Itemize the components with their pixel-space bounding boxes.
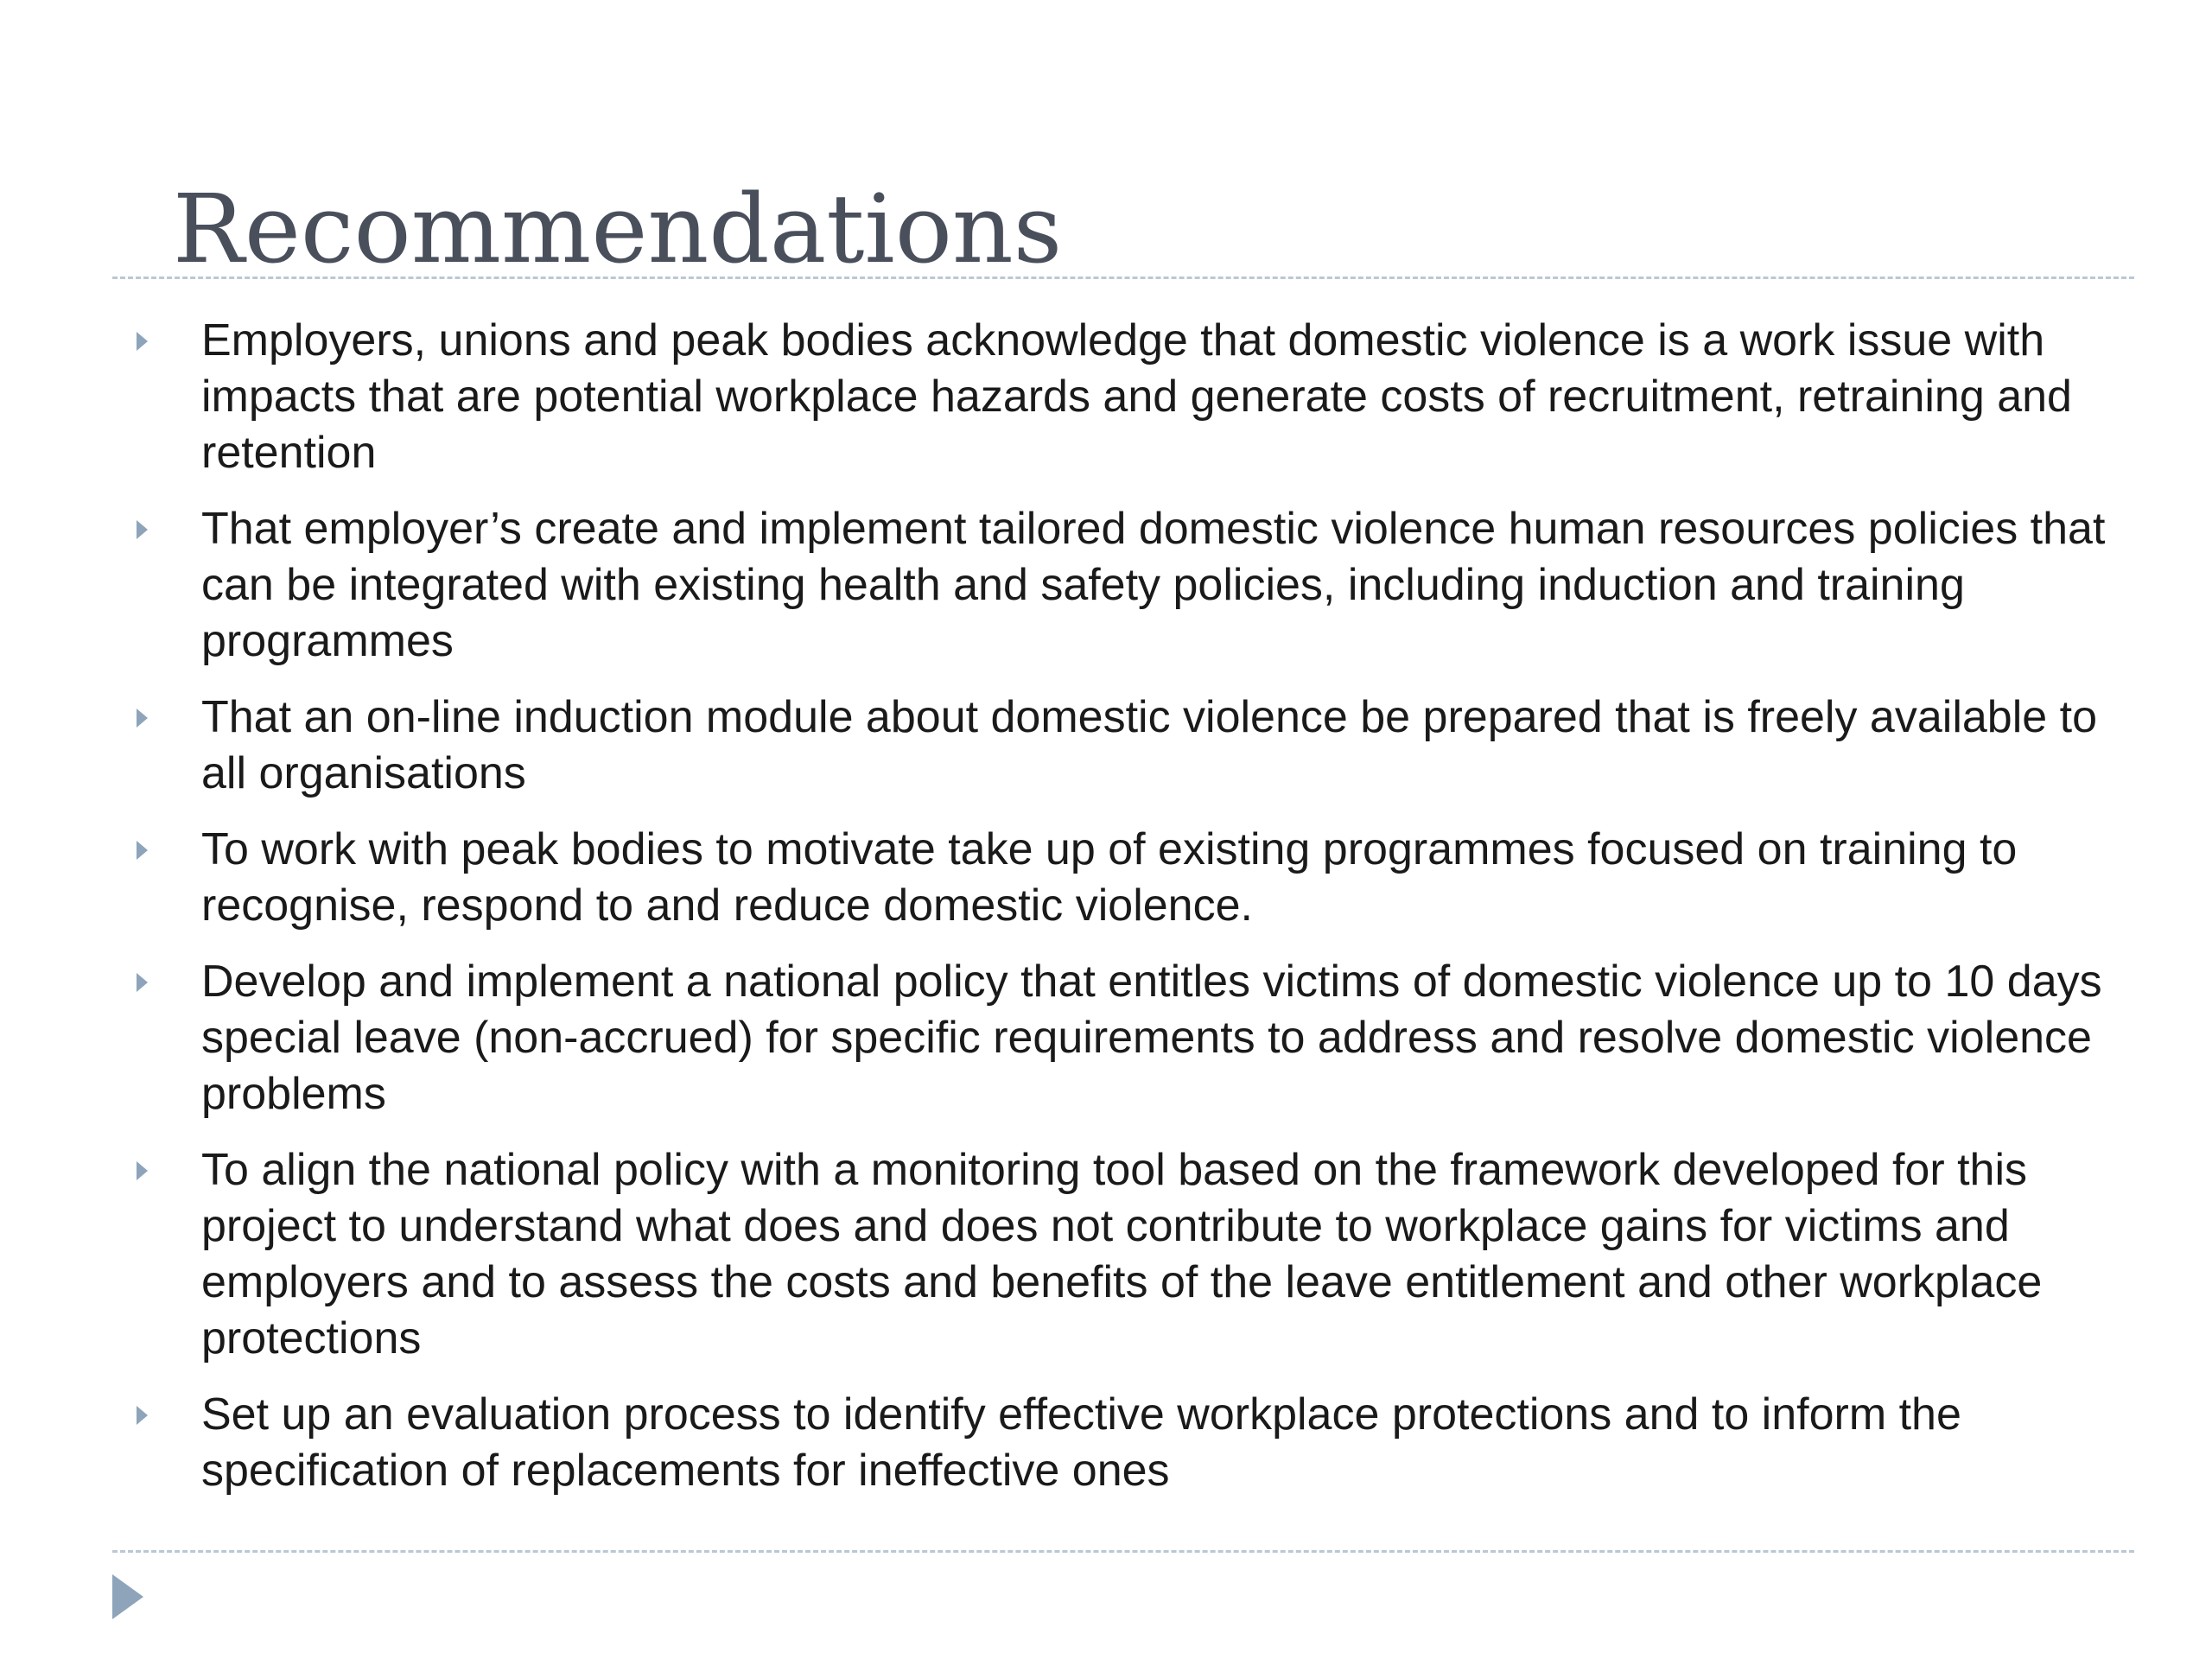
bullet-text: That an on-line induction module about domestic violence be prepared that is freely available to all organisations [201,692,2098,798]
bullet-text: Set up an evaluation process to identify effective workplace protections and to inform the specification of replacements for ineffective ones [201,1389,1961,1496]
slide-title: Recommendations [173,174,1063,284]
triangle-right-icon [137,520,148,539]
bullet-text: Employers, unions and peak bodies acknowledge that domestic violence is a work issue with impacts that are potential workplace hazards and generate costs of recruitment, retraining and retention [201,315,2072,478]
triangle-right-icon [137,332,148,351]
bullet-text: To work with peak bodies to motivate take up of existing programmes focused on training to recognise, respond to and reduce domestic violence. [201,824,2018,931]
bullet-text: Develop and implement a national policy that entitles victims of domestic violence up to 10 days special leave (non-accrued) for specific requirements to address and resolve domestic violence problems [201,957,2102,1119]
bullet-list [0,313,2212,1519]
triangle-right-icon [137,1406,148,1425]
title-divider [112,276,2134,279]
bullet-text: To align the national policy with a monitoring tool based on the framework developed for this project to understand what does and does not contribute to workplace gains for victims and employers and to assess the costs and benefits of the leave entitlement and other workplace protections [201,1145,2043,1363]
bullet-item [0,313,2212,481]
triangle-right-icon [137,841,148,860]
bullet-item [0,954,2212,1122]
triangle-right-icon [137,709,148,728]
bullet-item [0,690,2212,802]
bullet-item [0,501,2212,670]
triangle-right-icon [137,1161,148,1180]
bullet-item [0,1142,2212,1367]
bullet-item [0,1387,2212,1499]
bullet-text: That employer’s create and implement tailored domestic violence human resources policies that can be integrated with existing health and safety policies, including induction and training programmes [201,504,2106,666]
bullet-item [0,822,2212,934]
play-arrow-icon[interactable] [112,1574,143,1619]
footer-divider [112,1550,2134,1553]
triangle-right-icon [137,973,148,992]
